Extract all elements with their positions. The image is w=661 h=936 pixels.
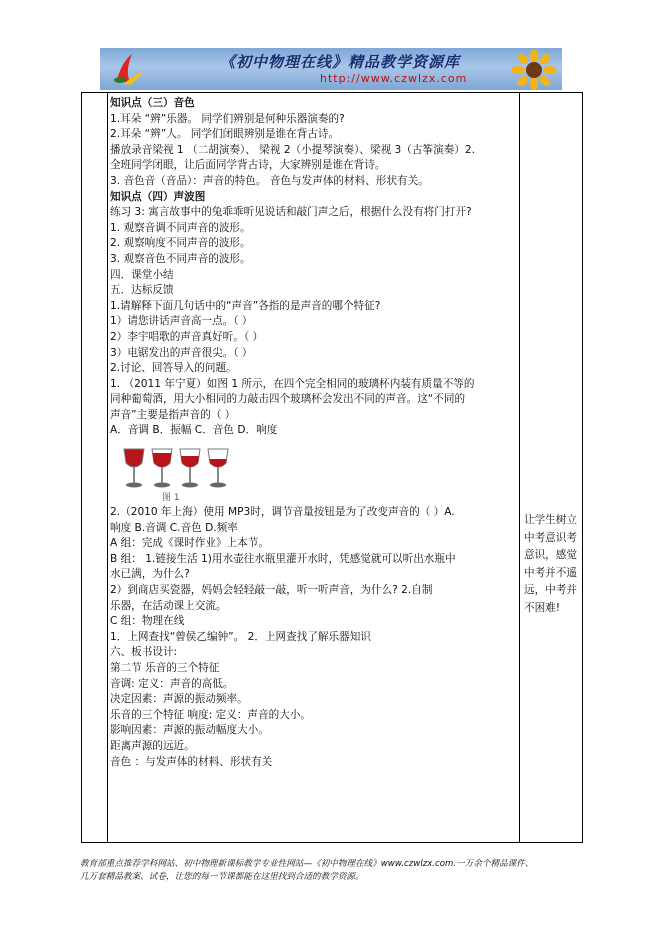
footer-line-2: 几万套精品教案、试卷，让您的每一节课都能在这里找到合适的教学资源。: [80, 872, 364, 882]
banner-title: 《初中物理在线》精品教学资源库: [220, 53, 461, 71]
text-line: 3. 观察音色不同声音的波形。: [110, 252, 251, 265]
banner-url[interactable]: http://www.czwlzx.com: [320, 72, 468, 85]
text-line: 2.耳朵 “辨”人。 同学们闭眼辨别是谁在背古诗。: [110, 128, 340, 141]
text-line: 音调: 定义：声音的高低。: [110, 677, 234, 690]
text-line: 全班同学闭眼，让后面同学背古诗，大家辨别是谁在背诗。: [110, 159, 386, 172]
text-line: 决定因素：声源的振动频率。: [110, 693, 248, 706]
text-line: 同种葡萄酒，用大小相同的力敲击四个玻璃杯会发出不同的声音。这“不同的: [110, 393, 466, 406]
text-line: 1）请您讲话声音高一点。（ ）: [110, 315, 253, 328]
text-line: B 组： 1.链接生活 1)用水壶往水瓶里灌开水时，凭感觉就可以听出水瓶中: [110, 552, 456, 565]
text-line: A 组：完成《课时作业》上本节。: [110, 537, 269, 550]
header-banner: [100, 48, 562, 90]
text-line: 1.请解释下面几句话中的“声音”各指的是声音的哪个特征?: [110, 299, 381, 312]
side-note-line: 中考并不遥: [524, 566, 577, 579]
text-line: 乐音的三个特征 响度: 定义：声音的大小。: [110, 708, 311, 721]
sunflower-icon: [512, 50, 556, 90]
text-line: 影响因素：声源的振动幅度大小。: [110, 724, 269, 737]
column-divider: [107, 93, 108, 842]
text-line: 1.耳朵 “辨”乐器。 同学们辨别是何种乐器演奏的?: [110, 112, 345, 125]
column-divider: [519, 93, 520, 842]
text-line: 第二节 乐音的三个特征: [110, 662, 220, 674]
text-line: 3. 音色音（音品）：声音的特色。 音色与发声体的材料、形状有关。: [110, 174, 429, 187]
text-line: 1．上网查找“曾侯乙编钟”。 2．上网查找了解乐器知识: [110, 630, 371, 643]
wine-glasses-figure: [120, 447, 515, 491]
figure-caption: 图 1: [162, 493, 180, 504]
text-line: C 组：物理在线: [110, 615, 185, 628]
side-note-line: 不困难!: [524, 601, 561, 614]
text-line: A．音调 B．振幅 C．音色 D．响度: [110, 424, 278, 437]
teacher-note: [524, 512, 578, 617]
text-line: 四．课堂小结: [110, 268, 174, 281]
wine-glass-icon: [120, 447, 230, 491]
side-note-line: 让学生树立: [524, 514, 577, 526]
text-line: 知识点（三）音色: [110, 97, 195, 109]
text-line: 播放录音梁视 1 （二胡演奏）、 梁视 2（小提琴演奏）、梁视 3（古筝演奏）2.: [110, 143, 475, 156]
side-note-line: 意识，感觉: [524, 549, 577, 561]
text-line: 1. （2011 年宁夏）如图 1 所示，在四个完全相同的玻璃杯内装有质量不等的: [110, 377, 475, 390]
side-note-line: 远，中考并: [524, 584, 577, 596]
logo-icon: [110, 52, 146, 86]
text-line: 响度 B.音调 C.音色 D.频率: [110, 521, 238, 534]
text-line: 2）到商店买瓷器，妈妈会轻轻敲一敲，听一听声音，为什么? 2.自制: [110, 584, 433, 597]
text-line: 2. 观察响度不同声音的波形。: [110, 237, 251, 250]
text-line: 1. 观察音调不同声音的波形。: [110, 221, 251, 234]
text-line: 2.（2010 年上海）使用 MP3时，调节音量按钮是为了改变声音的（ ）A.: [110, 506, 455, 519]
text-line: 3）电锯发出的声音很尖。（ ）: [110, 346, 253, 359]
text-line: 练习 3: 寓言故事中的兔乖乖听见说话和敲门声之后，根据什么没有将门打开?: [110, 206, 472, 219]
text-line: 距离声源的远近。: [110, 739, 195, 752]
text-line: 水已满，为什么?: [110, 568, 190, 581]
text-line: 2.讨论、回答导入的问题。: [110, 362, 237, 375]
footer-line-1: 教育部重点推荐学科网站、初中物理新课标教学专业性网站—《初中物理在线》www.czwlzx.com.一万余个精品课件、: [80, 859, 534, 869]
text-line: 2）李宇唱歌的声音真好听。（ ）: [110, 330, 264, 343]
text-line: 声音”主要是指声音的（ ）: [110, 408, 236, 421]
lesson-part-2: [110, 505, 515, 770]
text-line: 音色 ：与发声体的材料、形状有关: [110, 755, 273, 768]
lesson-content: [110, 96, 515, 770]
page-footer: [80, 858, 590, 884]
text-line: 乐器，在活动课上交流。: [110, 599, 227, 612]
lesson-part-1: [110, 96, 515, 439]
text-line: 五．达标反馈: [110, 284, 174, 297]
text-line: 六、板书设计:: [110, 646, 178, 659]
text-line: 知识点（四）声波图: [110, 190, 206, 203]
side-note-line: 中考意识考: [524, 531, 577, 544]
